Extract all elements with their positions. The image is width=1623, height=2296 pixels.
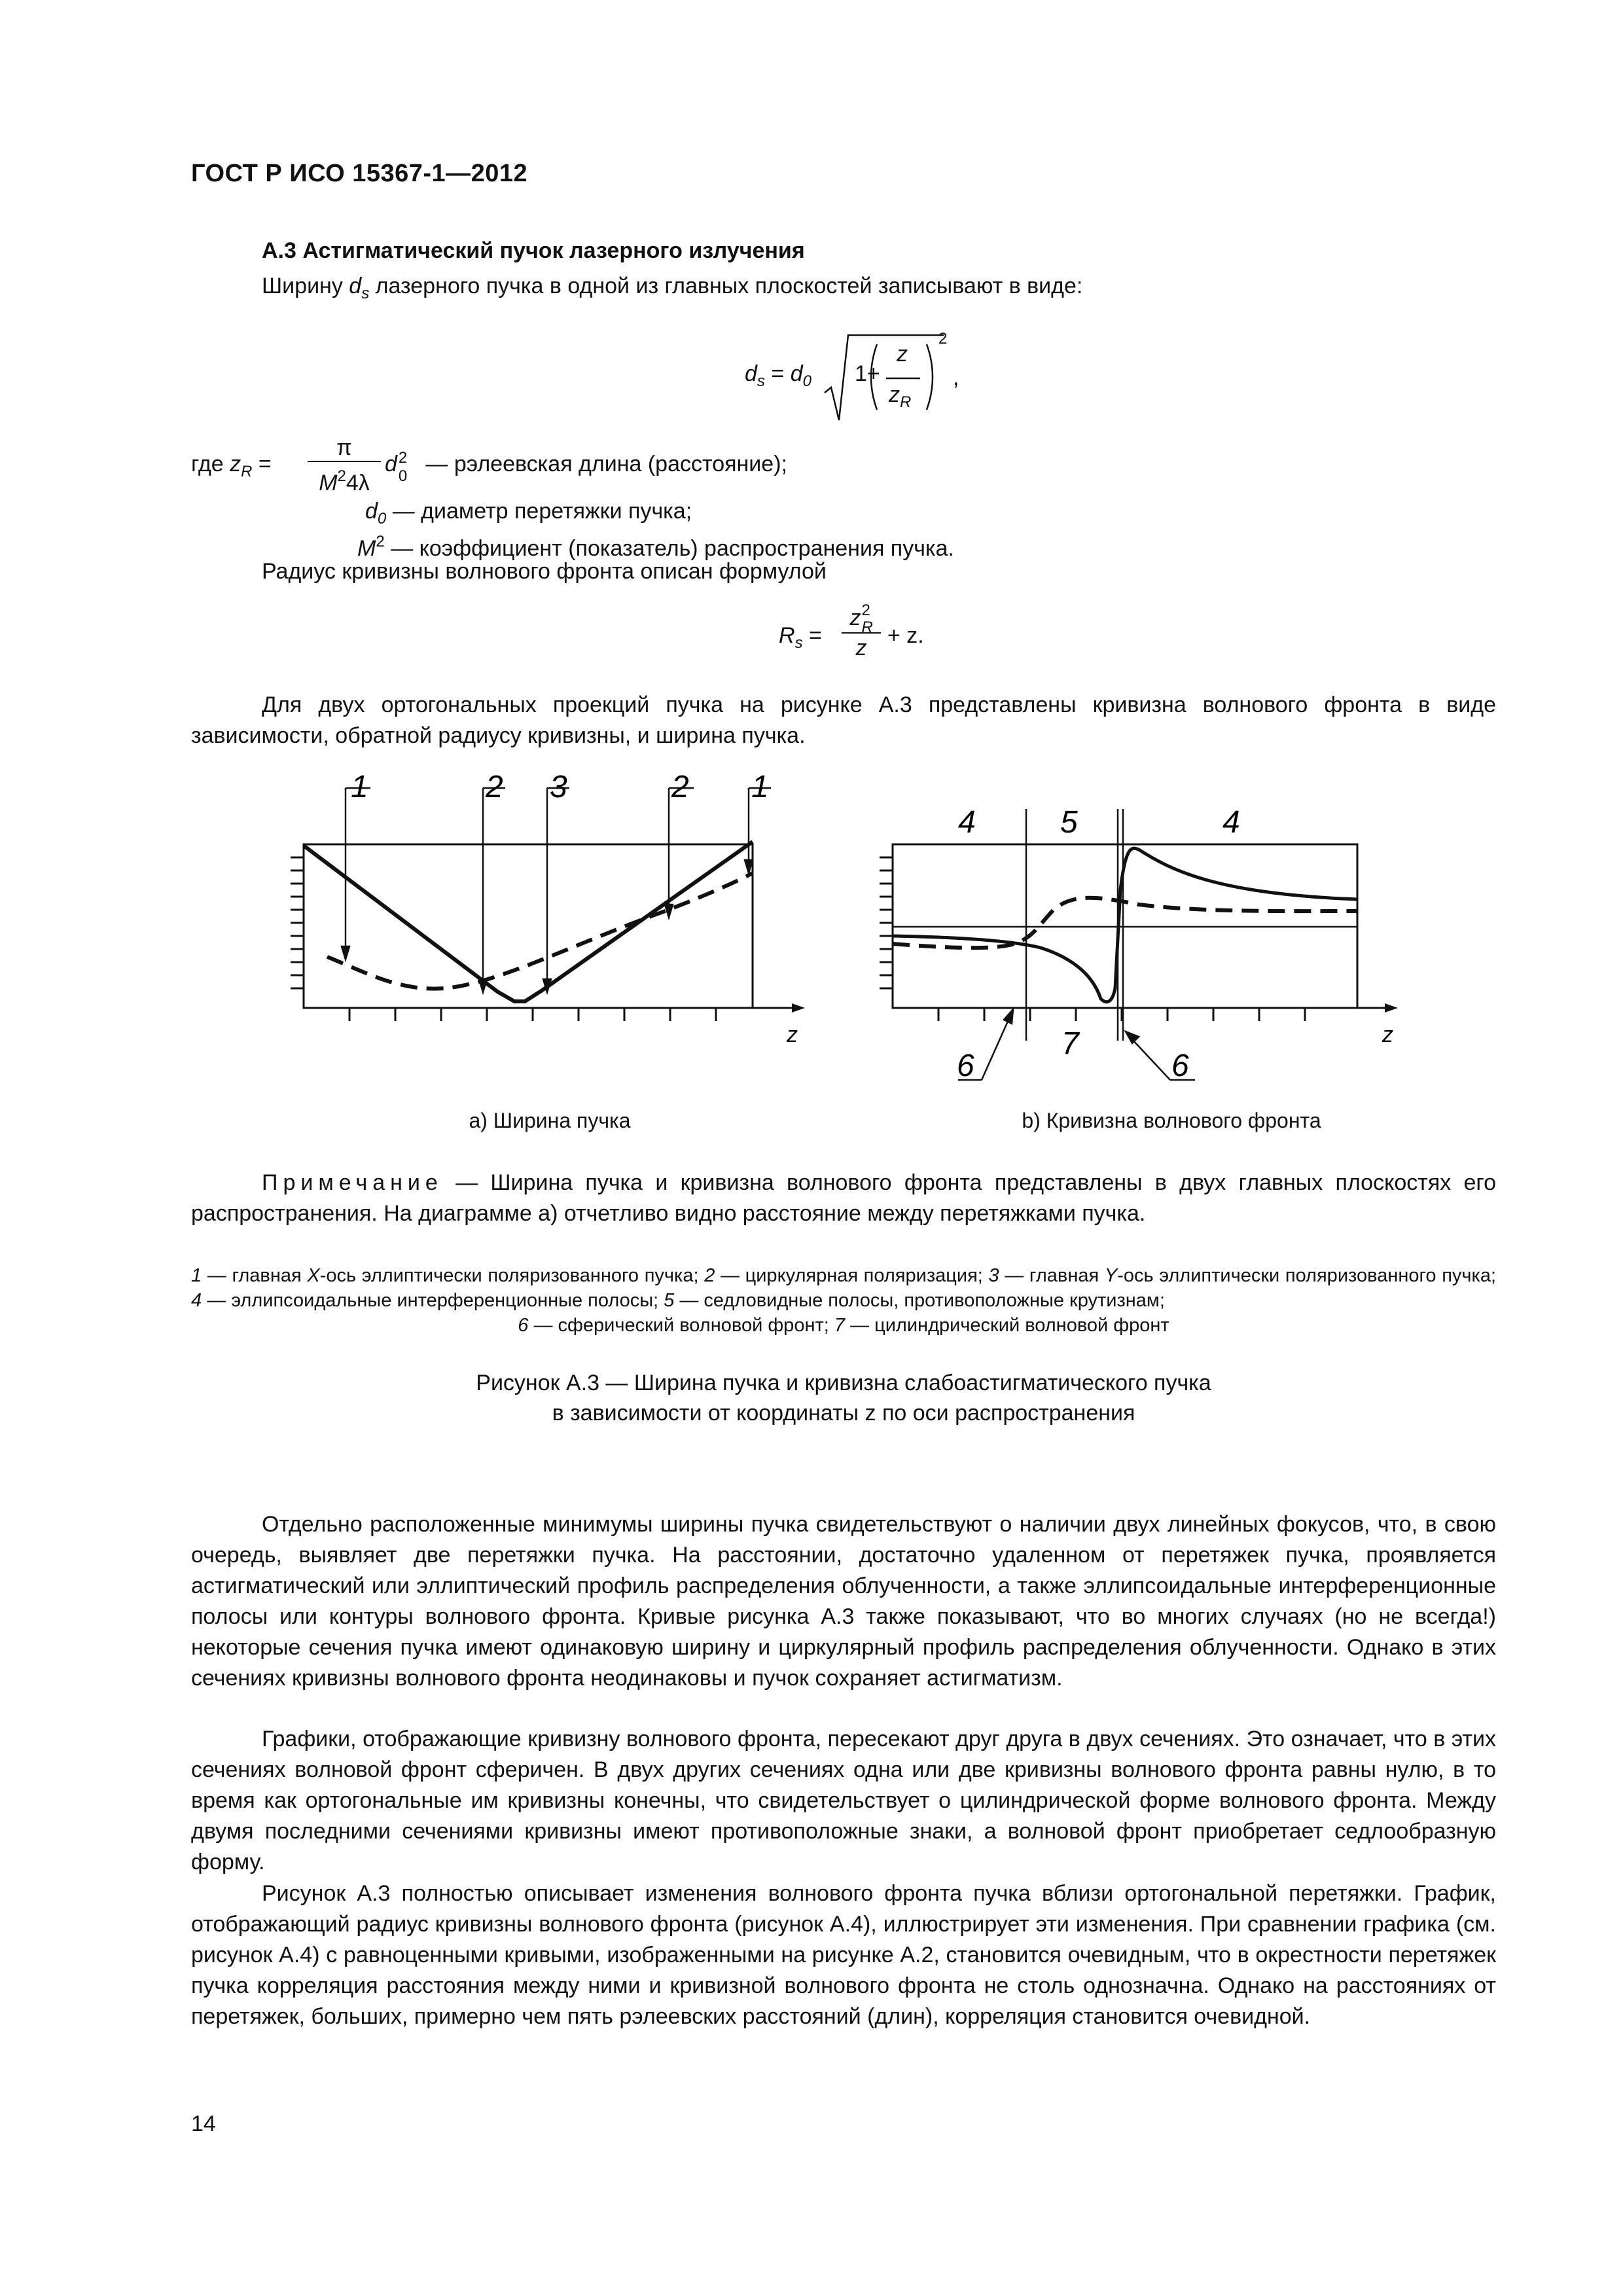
m2-definition: $M^2$ — коэффициент (показатель) распространения пучка. xyxy=(357,533,954,561)
callout-label-6b: 6 xyxy=(1171,1049,1189,1083)
axis-label-z: z xyxy=(1382,1022,1393,1047)
callout-label-1b: 1 xyxy=(751,772,769,804)
z-axis-arrow xyxy=(792,1003,805,1013)
callout-label-2: 2 xyxy=(486,772,503,804)
figure-title: Рисунок А.3 — Ширина пучка и кривизна слабоастигматического пучка в зависимости от координаты z по оси распространения xyxy=(476,1371,1211,1426)
figure-note: Примечание — Ширина пучка и кривизна волнового фронта представлены в двух главных плоскостях его распространения. На диаграмме а) отчетливо видно расстояние между перетяжками пучка. xyxy=(191,1170,1496,1226)
y-ticks xyxy=(291,857,304,988)
body-paragraph-3: Рисунок А.3 полностью описывает изменения волнового фронта пучка вблизи ортогональной перетяжки. График, отображающий радиус кривизны волнового фронта (рисунок А.4), иллюстрирует эти изменения. При сравнении графика (см. рисунок А.4) с равноценными кривыми, изображенными на рисунке А.2, становится очевидным, что в окрестности перетяжек пучка корреляция расстояния между ними и кривизной волнового фронта не столь однозначна. Однако на расстояниях от перетяжек, больших, примерно чем пять рэлеевских расстояний (длин), корреляция становится очевидной. xyxy=(191,1881,1496,2029)
curve-dashed-beam-width xyxy=(327,873,753,989)
body-paragraph-1: Отдельно расположенные минимумы ширины пучка свидетельствуют о наличии двух линейных фокусов, что, в свою очередь, выявляет две перетяжки пучка. На расстоянии, достаточно удаленном от перетяжек пучка, проявляется астигматический или эллиптический профиль распределения облученности, а также эллипсоидальные интерференционные полосы или контуры волнового фронта. Кривые рисунка А.3 также показывают, что во многих случаях (но не всегда!) некоторые сечения пучка имеют одинаковую ширину и циркулярный профиль распределения облученности. Однако в этих сечениях кривизны волнового фронта неодинаковы и пучок сохраняет астигматизм. xyxy=(191,1512,1496,1691)
curve-solid-curvature xyxy=(893,848,1357,1002)
region-labels xyxy=(958,805,1240,840)
callout-label-7: 7 xyxy=(1061,1026,1079,1061)
callout-labels xyxy=(351,772,769,804)
callout-label-2b: 2 xyxy=(671,772,689,804)
section-intro: Ширину $d_s$ лазерного пучка в одной из главных плоскостей записывают в виде: xyxy=(262,274,1083,302)
formula-beam-width: $d_s = d_0$ 1+ z $z_R$ 2 , xyxy=(745,332,967,424)
formula-curvature-radius: $R_s$ = z 2 R z + z. xyxy=(779,601,924,660)
y-ticks xyxy=(880,857,893,988)
axis-label-z: z xyxy=(787,1022,798,1047)
curve-solid-beam-width xyxy=(304,842,753,1001)
z-axis-arrow xyxy=(1385,1003,1398,1013)
region-label-4: 4 xyxy=(958,805,976,840)
bottom-labels xyxy=(957,1026,1189,1083)
body-paragraph-2: Графики, отображающие кривизну волнового фронта, пересекают друг друга в двух сечениях. Это означает, что в этих сечениях волновой фронт сферичен. В двух других сечениях одна или две кривизны волнового фронта равны нулю, в то время как ортогональные им кривизны конечны, что свидетельствует о цилиндрической форме волнового фронта. Между двумя последними сечениями кривизны имеют противоположные знаки, а волновой фронт приобретает седлообразную форму. xyxy=(191,1727,1496,1874)
page-number: 14 xyxy=(191,2111,216,2136)
caption-b: b) Кривизна волнового фронта xyxy=(1022,1109,1321,1132)
curve-dashed-curvature xyxy=(893,898,1357,948)
zr-definition: где $z_R$ = π $M^24\lambda$ d 2 0 — рэлеевская длина (расстояние); xyxy=(191,435,787,495)
figure-legend: 1 — главная X-ось эллиптически поляризованного пучка; 2 — циркулярная поляризация; 3 — главная Y-ось эллиптически поляризованного пучка; 4 — эллипсоидальные интерференционные полосы; 5 — седловидные полосы, противоположные крутизнам; 6 — сферический волновой фронт; 7 — цилиндрический волновой фронт xyxy=(191,1265,1497,1336)
figure-intro-paragraph: Для двух ортогональных проекций пучка на рисунке А.3 представлены кривизна волнового фронта в виде зависимости, обратной радиусу кривизны, и ширина пучка. xyxy=(191,692,1496,748)
x-ticks xyxy=(349,1008,716,1021)
region-label-4b: 4 xyxy=(1222,805,1240,840)
document-header: ГОСТ Р ИСО 15367-1—2012 xyxy=(191,160,528,187)
leader-lines xyxy=(342,788,771,992)
callout-label-6: 6 xyxy=(957,1049,974,1083)
region-label-5: 5 xyxy=(1060,805,1078,840)
x-ticks xyxy=(938,1008,1305,1021)
radius-intro: Радиус кривизны волнового фронта описан формулой xyxy=(262,559,827,584)
section-title: А.3 Астигматический пучок лазерного излучения xyxy=(262,238,805,263)
d0-definition: $d_0$ — диаметр перетяжки пучка; xyxy=(365,499,692,528)
callout-label-1: 1 xyxy=(351,772,368,804)
callout-label-3: 3 xyxy=(550,772,567,804)
plot-frame xyxy=(304,844,753,1008)
sqrt-sign xyxy=(822,332,946,424)
chart-wavefront-curvature xyxy=(864,772,1440,1113)
caption-a: а) Ширина пучка xyxy=(469,1109,631,1132)
chart-beam-width xyxy=(288,772,812,1113)
